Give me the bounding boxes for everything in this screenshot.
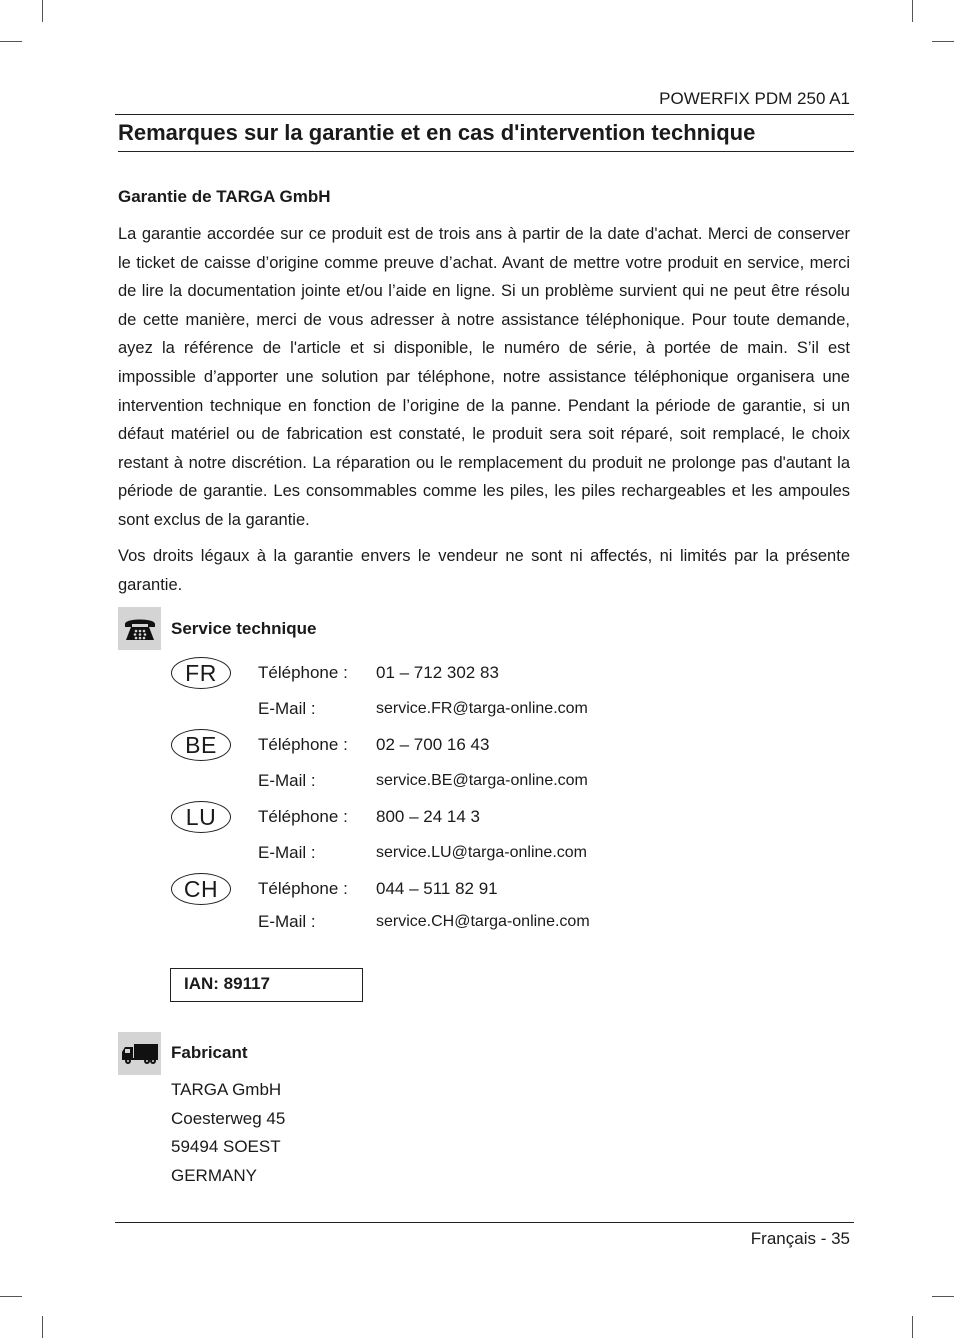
crop-mark xyxy=(42,1316,43,1338)
email-address-be: service.BE@targa-online.com xyxy=(376,772,588,789)
address-line: TARGA GmbH xyxy=(171,1080,282,1099)
ian-box: IAN: 89117 xyxy=(170,968,363,1002)
warranty-heading: Garantie de TARGA GmbH xyxy=(118,187,331,206)
email-address-ch: service.CH@targa-online.com xyxy=(376,913,590,930)
phone-label: Téléphone : xyxy=(258,735,348,754)
crop-mark xyxy=(912,0,913,22)
country-badge-be: BE xyxy=(171,729,231,761)
country-badge-lu: LU xyxy=(171,801,231,833)
email-label: E-Mail : xyxy=(258,699,316,718)
address-line: 59494 SOEST xyxy=(171,1137,281,1156)
page-title: Remarques sur la garantie et en cas d'intervention technique xyxy=(118,120,854,152)
phone-number-fr: 01 – 712 302 83 xyxy=(376,663,499,682)
crop-mark xyxy=(0,1296,22,1297)
email-label: E-Mail : xyxy=(258,843,316,862)
crop-mark xyxy=(0,41,22,42)
address-line: Coesterweg 45 xyxy=(171,1109,286,1128)
service-heading: Service technique xyxy=(171,619,317,638)
phone-label: Téléphone : xyxy=(258,663,348,682)
phone-number-lu: 800 – 24 14 3 xyxy=(376,807,480,826)
address-line: GERMANY xyxy=(171,1166,257,1185)
header-rule xyxy=(115,114,854,115)
phone-number-ch: 044 – 511 82 91 xyxy=(376,879,498,898)
email-label: E-Mail : xyxy=(258,912,316,931)
crop-mark xyxy=(932,1296,954,1297)
phone-number-be: 02 – 700 16 43 xyxy=(376,735,490,754)
phone-label: Téléphone : xyxy=(258,879,348,898)
warranty-paragraph-2: Vos droits légaux à la garantie envers le vendeur ne sont ni affectés, ni limités par la présente garantie. xyxy=(118,547,850,594)
country-badge-ch: CH xyxy=(171,873,231,905)
header-product-name: POWERFIX PDM 250 A1 xyxy=(659,89,850,108)
country-badge-fr: FR xyxy=(171,657,231,689)
email-address-lu: service.LU@targa-online.com xyxy=(376,844,587,861)
telephone-icon xyxy=(118,607,161,650)
email-address-fr: service.FR@targa-online.com xyxy=(376,700,588,717)
manufacturer-heading: Fabricant xyxy=(171,1043,248,1062)
crop-mark xyxy=(912,1316,913,1338)
crop-mark xyxy=(42,0,43,22)
truck-icon xyxy=(118,1032,161,1075)
footer-rule xyxy=(115,1222,854,1223)
crop-mark xyxy=(932,41,954,42)
phone-label: Téléphone : xyxy=(258,807,348,826)
warranty-paragraph-1: La garantie accordée sur ce produit est de trois ans à partir de la date d'achat. Merci de conserver le ticket de caisse d’origine comme preuve d’achat. Avant de mettre votre produit en service, merci de lire la documentation jointe et/ou l’aide en ligne. Si un problème survient qui ne peut être résolu de cette manière, merci de vous adresser à notre assistance téléphonique. Pour toute demande, ayez la référence de l'article et si disponible, le numéro de série, à portée de main. S’il est impossible d’apporter une solution par téléphone, notre assistance téléphonique organisera une intervention technique en fonction de l’origine de la panne. Pendant la période de garantie, si un défaut matériel ou de fabrication est constaté, le produit sera soit réparé, soit remplacé, le choix restant à notre discrétion. La réparation ou le remplacement du produit ne prolonge pas d'autant la période de garantie. Les consommables comme les piles, les piles rechargeables et les ampoules sont exclus de la garantie. xyxy=(118,225,850,529)
email-label: E-Mail : xyxy=(258,771,316,790)
page-number: Français - 35 xyxy=(750,1229,850,1248)
